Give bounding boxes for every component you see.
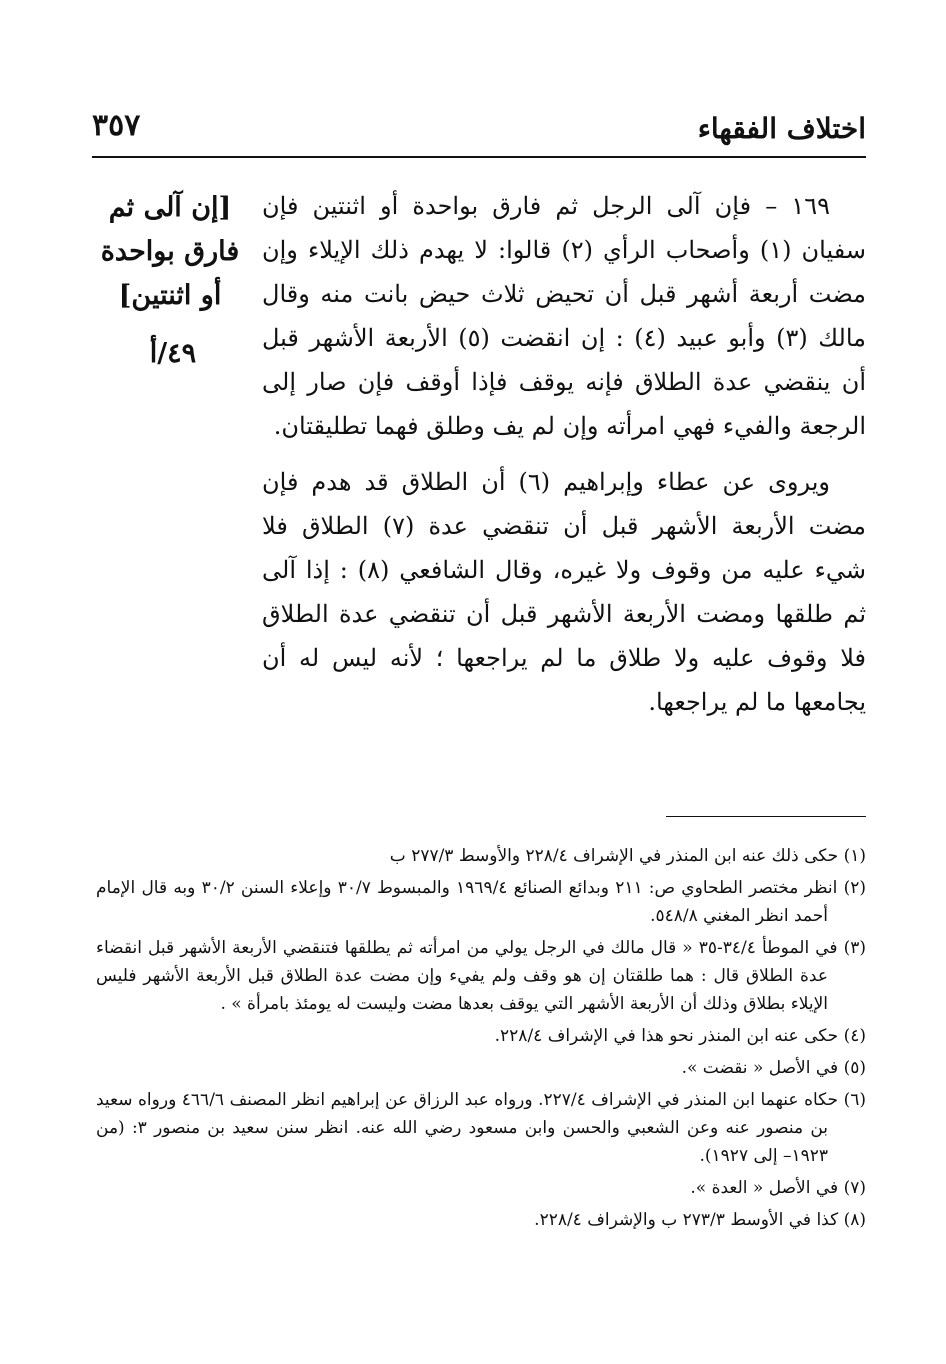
paragraph: ويروى عن عطاء وإبراهيم (٦) أن الطلاق قد هدم فإن مضت الأربعة الأشهر قبل أن تنقضي عدة (٧) الطلاق فلا شيء عليه من وقوف ولا غيره، وقال الشافعي (٨) : إذا آلى ثم طلقها ومضت الأربعة الأشهر قبل أن تنقضي عدة الطلاق فلا وقوف عليه ولا طلاق ما لم يراجعها ؛ لأنه ليس له أن يجامعها ما لم يراجعها. [262,468,866,716]
footnote: (٦) حكاه عنهما ابن المنذر في الإشراف ٢٢٧/٤. ورواه عبد الرزاق عن إبراهيم انظر المصنف ٤٦٦/٦ ورواه سعيد بن منصور عنه وعن الشعبي والحسن وابن مسعود رضي الله عنه. انظر سنن سعيد بن منصور ٣: (من ١٩٢٣– إلى ١٩٢٧). [96,1090,866,1166]
page-header [92,106,866,154]
footnote: (٣) في الموطأ ٣٤/٤-٣٥ « قال مالك في الرجل يولي من امرأته ثم يطلقها فتنقضي الأربعة الأشهر قبل انقضاء عدة الطلاق قال : هما طلقتان إن هو وقف ولم يفيء وإن مضت عدة الطلاق قبل الأربعة الأشهر فليس الإيلاء بطلاق وذلك أن الأربعة الأشهر التي يوقف بعدها مضت وليست له يومئذ بامرأة » . [96,938,866,1014]
footnote: (١) حكى ذلك عنه ابن المنذر في الإشراف ٢٢٨/٤ والأوسط ٢٧٧/٣ ب [389,846,866,866]
footnotes [96,842,866,1238]
paragraph: ١٦٩ – فإن آلى الرجل ثم فارق بواحدة أو اثنتين فإن سفيان (١) وأصحاب الرأي (٢) قالوا: لا يهدم ذلك الإيلاء وإن مضت أربعة أشهر قبل أن تحيض ثلاث حيض بانت منه وقال مالك (٣) وأبو عبيد (٤) : إن انقضت (٥) الأربعة الأشهر قبل أن ينقضي عدة الطلاق فإنه يوقف فإذا أوقف فإن صار إلى الرجعة والفيء فهي امرأته وإن لم يف وطلق فهما تطليقتان. [262,192,866,440]
main-text [262,184,866,724]
footnote: (٧) في الأصل « العدة ». [690,1178,866,1198]
margin-heading: [إن آلى ثم فارق بواحدة أو اثنتين] [100,192,240,311]
footnote: (٥) في الأصل « نقضت ». [681,1058,866,1078]
footnote: (٤) حكى عنه ابن المنذر نحو هذا في الإشراف ٢٢٨/٤. [494,1026,866,1046]
running-title: اختلاف الفقهاء [697,112,866,145]
footnote-rule [666,816,866,817]
footnote: (٨) كذا في الأوسط ٢٧٣/٣ ب والإشراف ٢٢٨/٤. [534,1210,866,1230]
manuscript-folio: ٤٩/أ [149,338,197,369]
header-rule [92,156,866,158]
footnote: (٢) انظر مختصر الطحاوي ص: ٢١١ وبدائع الصنائع ١٩٦٩/٤ والمبسوط ٣٠/٧ وإعلاء السنن ٣٠/٢ وبه قال الإمام أحمد انظر المغني ٥٤٨/٨. [96,878,866,926]
page-number: ٣٥٧ [92,108,141,143]
